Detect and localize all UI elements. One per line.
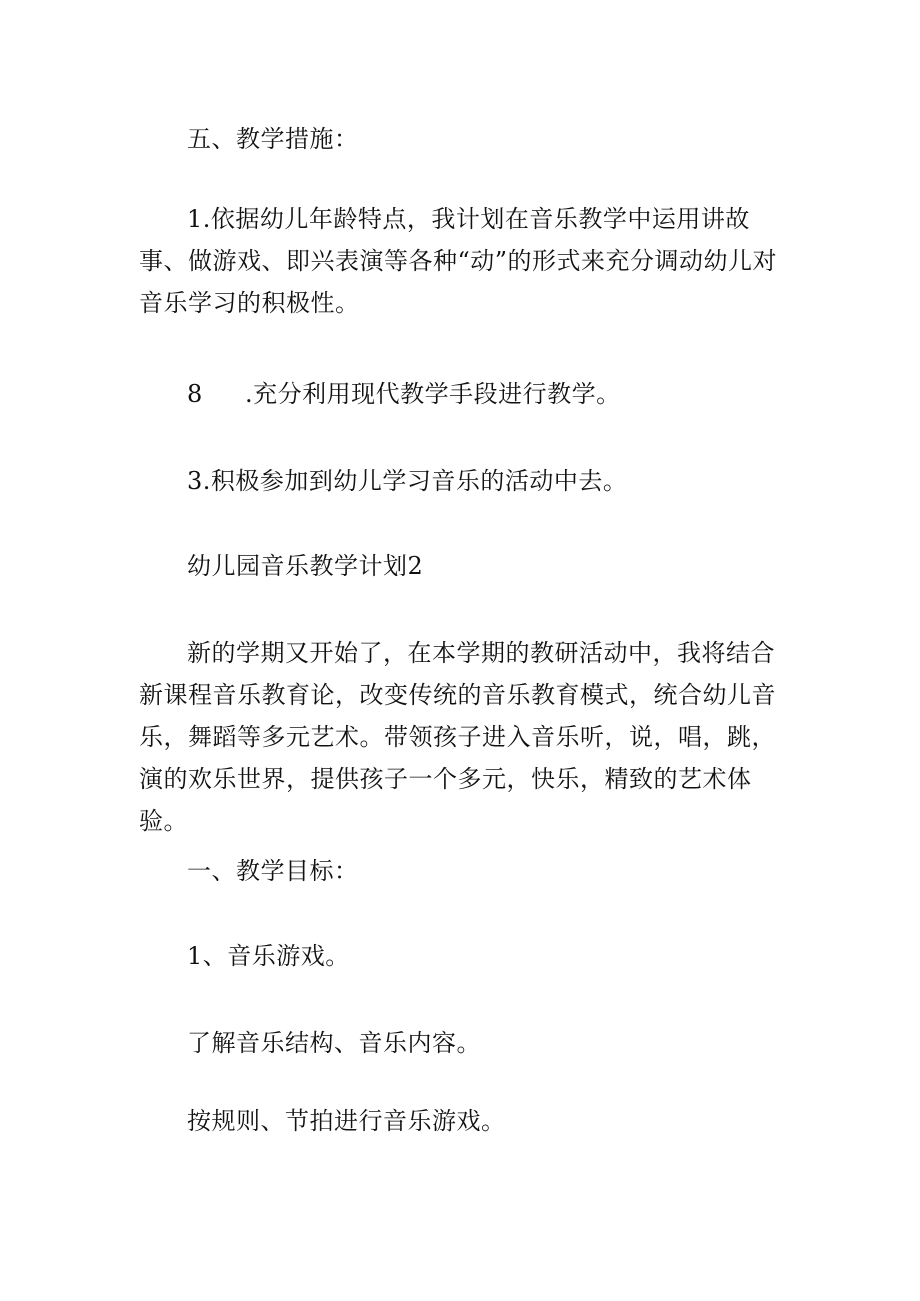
measure-2-text: .充分利用现代教学手段进行教学。 [245, 380, 621, 408]
measure-1-paragraph: 1.依据幼儿年龄特点，我计划在音乐教学中运用讲故事、做游戏、即兴表演等各种“动”的形式来充分调动幼儿对音乐学习的积极性。 [139, 205, 778, 317]
measure-3-line: 3.积极参加到幼儿学习音乐的活动中去。 [187, 467, 628, 495]
section5-heading: 五、教学措施： [187, 125, 359, 153]
measure-2-number: 8 [187, 380, 203, 408]
intro-paragraph: 新的学期又开始了，在本学期的教研活动中，我将结合新课程音乐教育论，改变传统的音乐教育模式，统合幼儿音乐，舞蹈等多元艺术。带领孩子进入音乐听，说，唱，跳，演的欢乐世界，提供孩子一个多元，快乐，精致的艺术体验。 [139, 639, 776, 835]
plan-2-title: 幼儿园音乐教学计划2 [187, 552, 424, 580]
goal-1-heading: 1、音乐游戏。 [187, 942, 350, 970]
goals-heading: 一、教学目标： [187, 857, 359, 885]
measure-2-line [187, 373, 837, 415]
goal-1-item-2: 按规则、节拍进行音乐游戏。 [187, 1107, 506, 1135]
goal-1-item-1: 了解音乐结构、音乐内容。 [187, 1029, 481, 1057]
